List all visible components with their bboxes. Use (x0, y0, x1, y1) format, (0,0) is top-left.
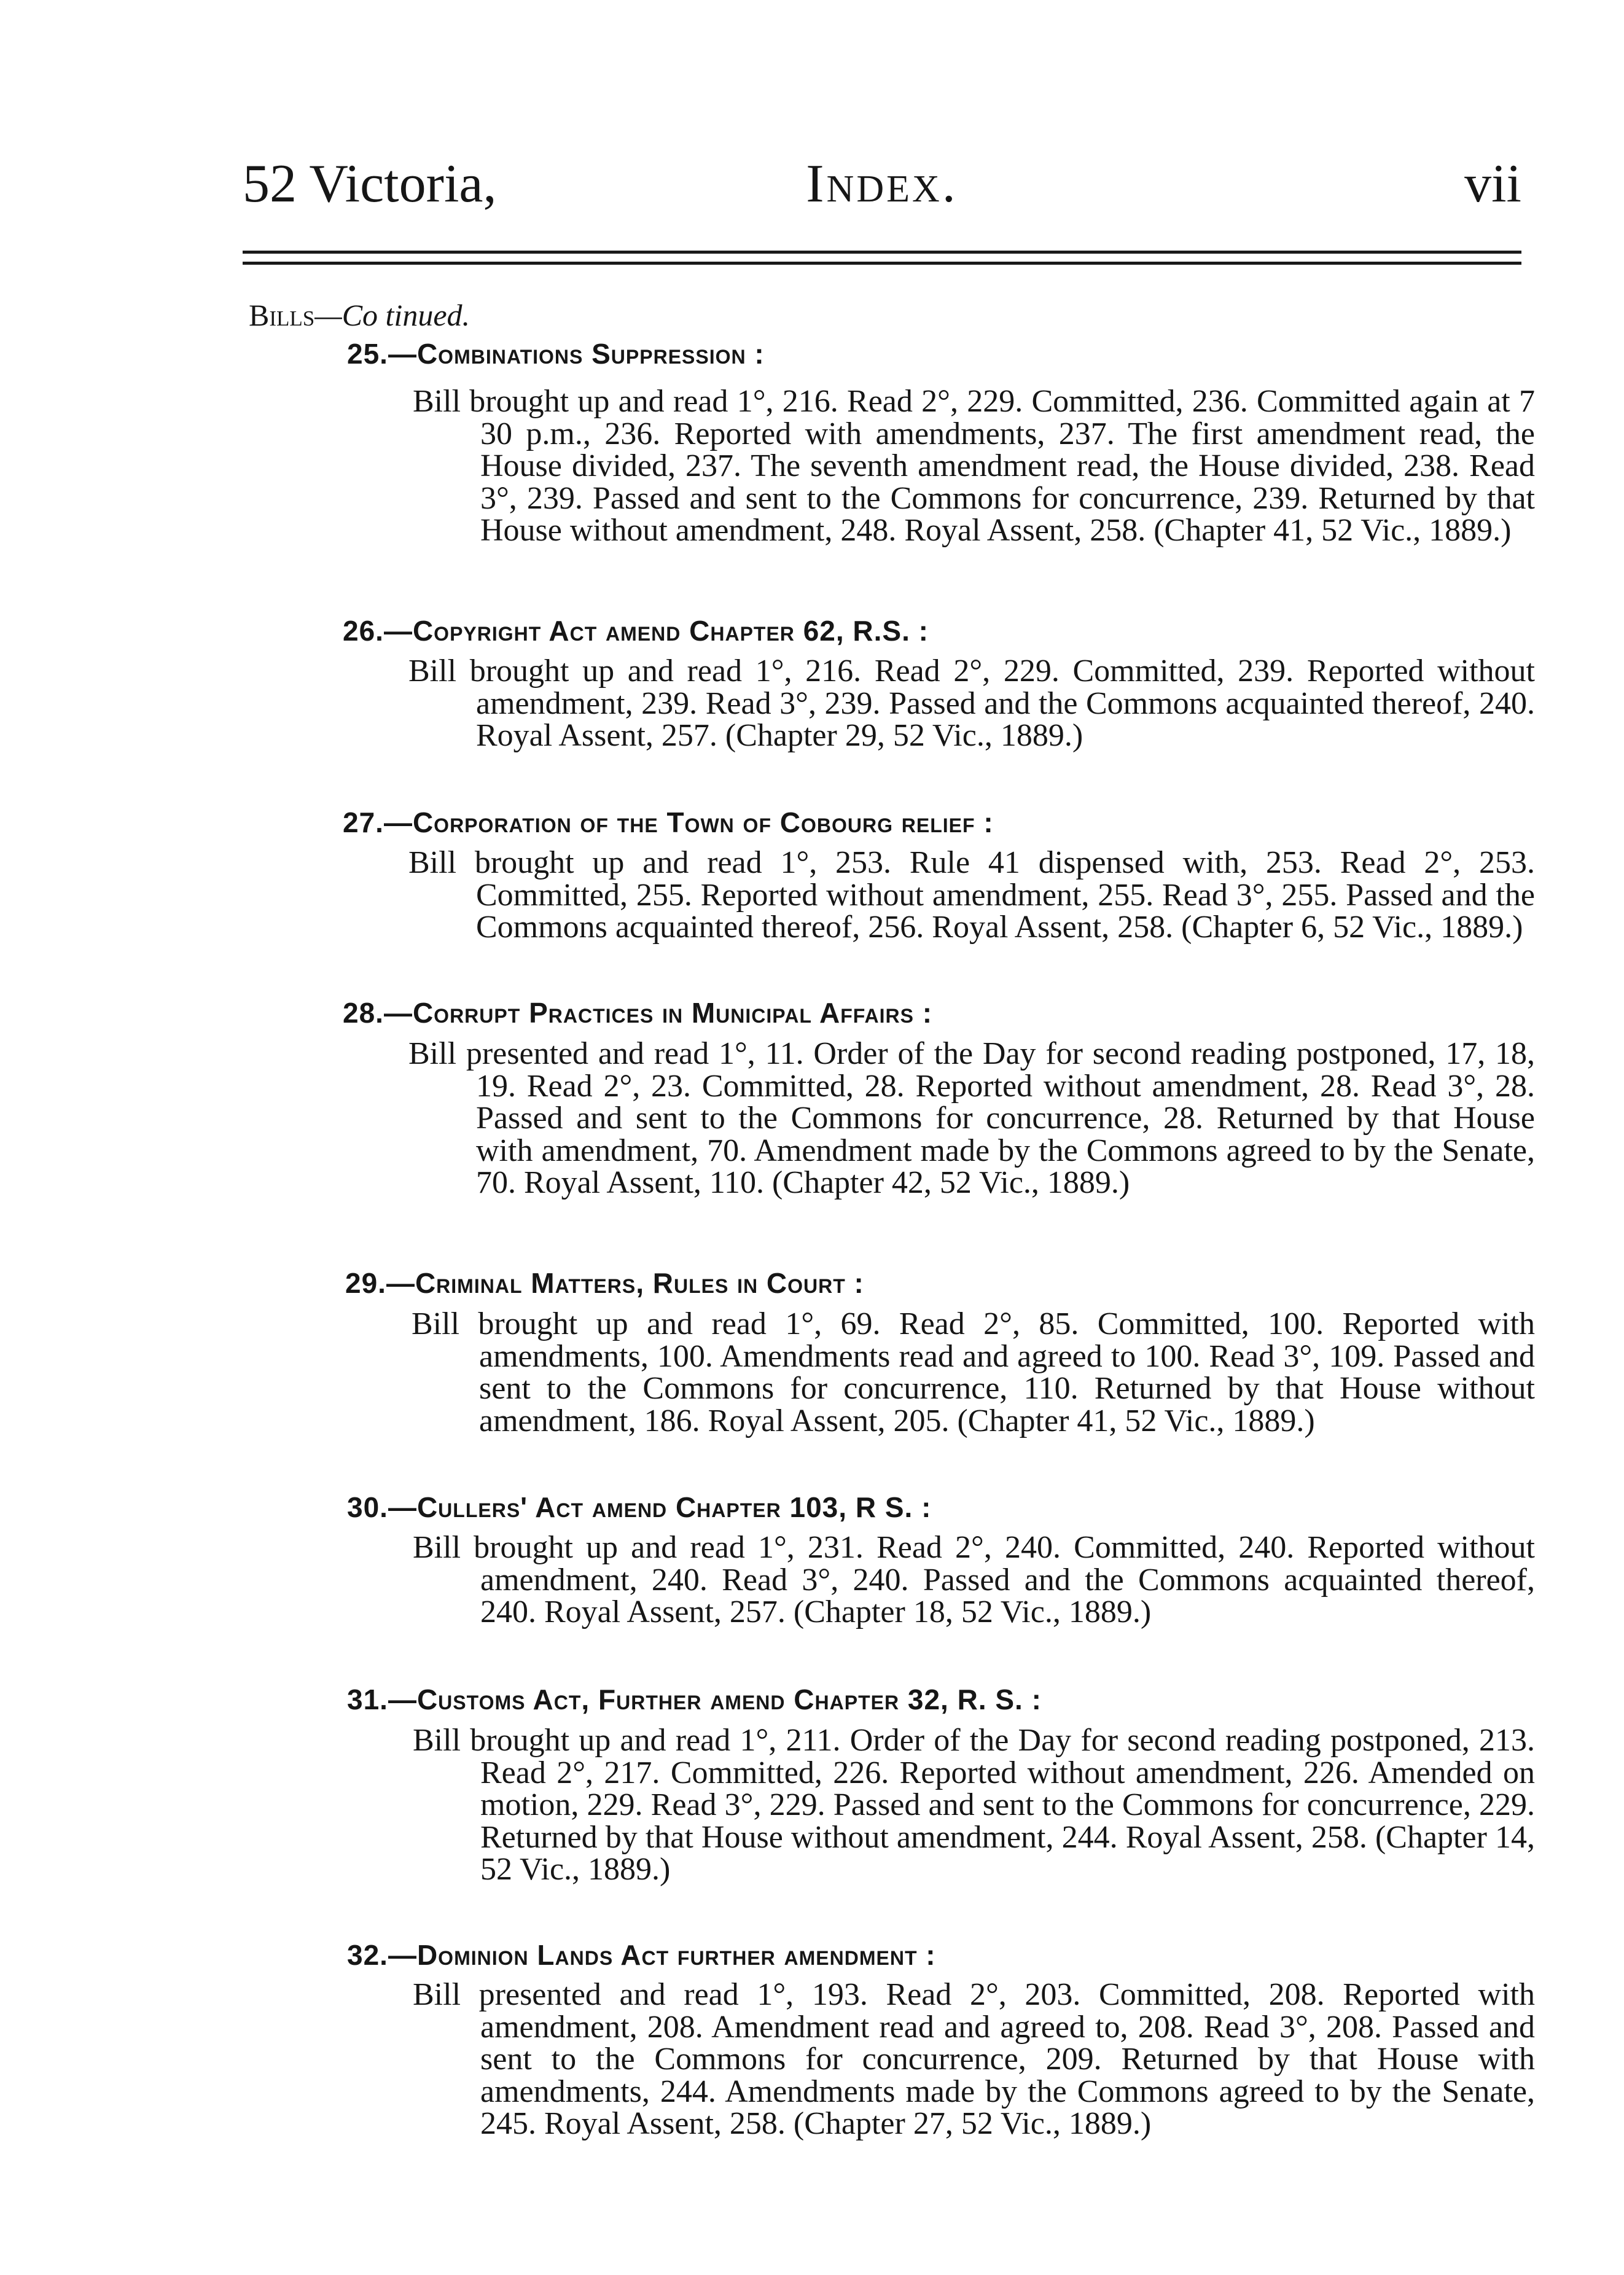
header-index-title: Index. (806, 154, 958, 214)
entry-text: Bill brought up and read 1°, 216. Read 2°, 229. Committed, 239. Reported without amendment, 239. Read 3°, 239. Passed and the Commons acquainted thereof, 240. Royal Assent, 257. (Chapter 29, 52 Vic., 1889.) (408, 654, 1535, 753)
entry-heading (347, 1489, 931, 1525)
entry-text: Bill brought up and read 1°, 231. Read 2°, 240. Committed, 240. Reported without amendment, 240. Read 3°, 240. Passed and the Commons acquainted thereof, 240. Royal Assent, 257. (Chapter 18, 52 Vic., 1889.) (413, 1530, 1535, 1629)
entry-title: —Criminal Matters, Rules in Court : (386, 1267, 864, 1299)
entry-title: —Customs Act, Further amend Chapter 32, R. S. : (388, 1684, 1042, 1715)
entry-text: Bill brought up and read 1°, 253. Rule 41 dispensed with, 253. Read 2°, 253. Committed, 255. Reported without amendment, 255. Read 3°, 255. Passed and the Commons acquainted thereof, 256. Royal Assent, 258. (Chapter 6, 52 Vic., 1889.) (408, 845, 1535, 945)
entry-title: —Dominion Lands Act further amendment : (388, 1939, 936, 1971)
entry-text: Bill brought up and read 1°, 211. Order of the Day for second reading postponed, 213. Read 2°, 217. Committed, 226. Reported without amendment, 226. Amended on motion, 229. Read 3°, 229. Passed and sent to the Commons for concurrence, 229. Returned by that House without amendment, 244. Royal Assent, 258. (Chapter 14, 52 Vic., 1889.) (413, 1723, 1535, 1887)
header-page-number: vii (1464, 154, 1521, 214)
entry-title: —Copyright Act amend Chapter 62, R.S. : (383, 615, 929, 647)
entry-heading (343, 995, 932, 1031)
entry-heading (343, 613, 929, 649)
section-label: Bills (249, 298, 315, 332)
entry-heading (345, 1265, 864, 1301)
entry-number: 31. (347, 1684, 388, 1715)
entry-number: 29. (345, 1267, 386, 1299)
entry-text: Bill presented and read 1°, 193. Read 2°, 203. Committed, 208. Reported with amendment, 208. Amendment read and agreed to, 208. Read 3°, 208. Passed and sent to the Commons for concurrence, 209. Returned by that House with amendments, 244. Amendments made by the Commons agreed to by the Senate, 245. Royal Assent, 258. (Chapter 27, 52 Vic., 1889.) (413, 1977, 1535, 2141)
entry-title: —Combinations Suppression : (388, 338, 765, 370)
entry-title: —Corporation of the Town of Cobourg relief : (383, 806, 994, 838)
entry-number: 30. (347, 1491, 388, 1523)
entry-heading (347, 1937, 936, 1973)
entry-title: —Cullers' Act amend Chapter 103, R S. : (388, 1491, 932, 1523)
entry-number: 27. (343, 806, 384, 838)
entry-number: 28. (343, 997, 384, 1029)
entry-title: —Corrupt Practices in Municipal Affairs : (383, 997, 933, 1029)
entry-number: 26. (343, 615, 384, 647)
entry-number: 32. (347, 1939, 388, 1971)
entry-text: Bill brought up and read 1°, 69. Read 2°, 85. Committed, 100. Reported with amendments, 100. Amendments read and agreed to 100. Read 3°, 109. Passed and sent to the Commons for concurrence, 110. Returned by that House without amendment, 186. Royal Assent, 205. (Chapter 41, 52 Vic., 1889.) (412, 1306, 1535, 1438)
entry-text: Bill presented and read 1°, 11. Order of the Day for second reading postponed, 17, 18, 19. Read 2°, 23. Committed, 28. Reported without amendment, 28. Read 3°, 28. Passed and sent to the Commons for concurrence, 28. Returned by that House with amendment, 70. Amendment made by the Commons agreed to by the Senate, 70. Royal Assent, 110. (Chapter 42, 52 Vic., 1889.) (408, 1036, 1535, 1200)
entry-heading (347, 1682, 1042, 1717)
entry-heading (343, 805, 994, 840)
section-continued: —Co tinued. (314, 298, 470, 332)
entry-heading (347, 336, 765, 372)
header-session: 52 Victoria, (243, 154, 497, 214)
entry-number: 25. (347, 338, 388, 370)
entry-text: Bill brought up and read 1°, 216. Read 2°, 229. Committed, 236. Committed again at 7 30 p.m., 236. Reported with amendments, 237. The first amendment read, the House divided, 237. The seventh amendment read, the House divided, 238. Read 3°, 239. Passed and sent to the Commons for concurrence, 239. Returned by that House without amendment, 248. Royal Assent, 258. (Chapter 41, 52 Vic., 1889.) (413, 384, 1535, 548)
